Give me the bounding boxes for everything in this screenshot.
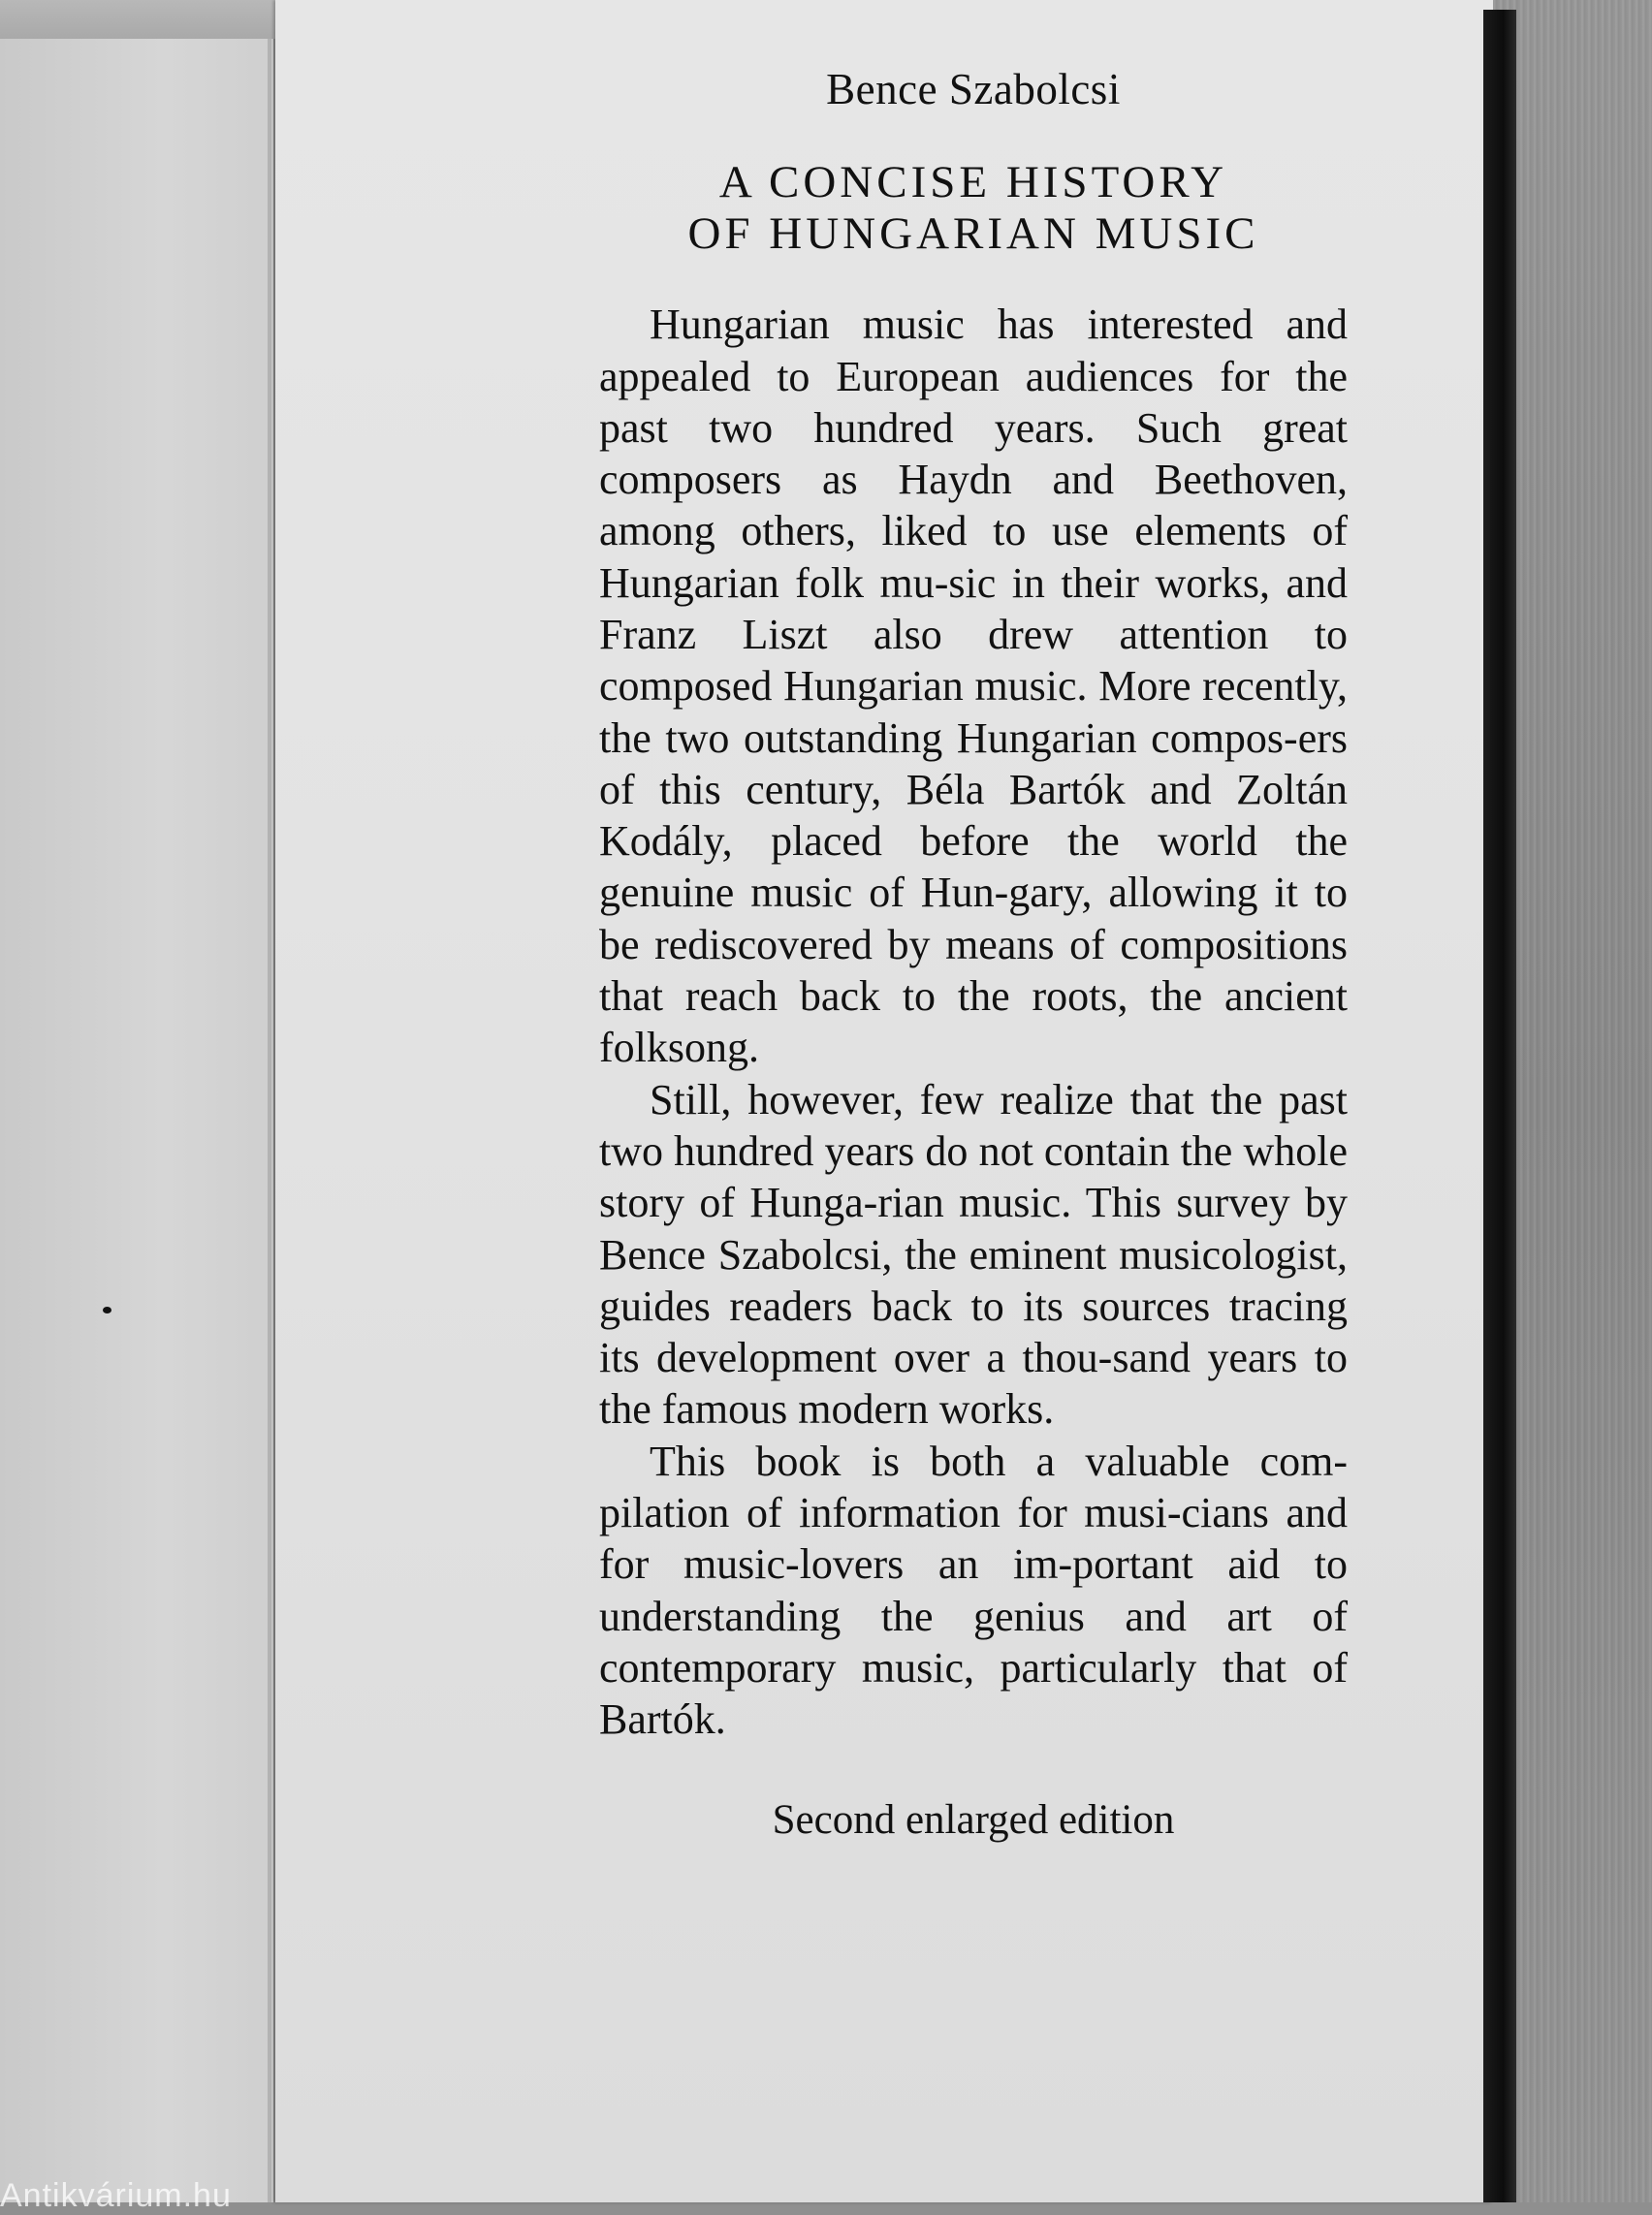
blurb-paragraph-2: Still, however, few realize that the past two hundred years do not contain the whole story of Hunga-rian music. This survey by Bence Szabolcsi, the eminent musicologist, guides readers back to its sources tracing its development over a thou-sand years to the famous modern works. <box>599 1075 1348 1434</box>
blurb-paragraph-3: This book is both a valuable com-pilation of information for musi-cians and for music-lovers an im-portant aid to understanding the genius and art of contemporary music, particularly that of Bartók. <box>599 1437 1348 1744</box>
edition-note: Second enlarged edition <box>772 1796 1175 1843</box>
left-page-edge <box>268 39 271 2202</box>
author-name: Bence Szabolcsi <box>826 65 1121 113</box>
jacket-spine-edge <box>1483 10 1516 2202</box>
blurb-paragraph-1: Hungarian music has interested and appealed to European audiences for the past two hundred years. Such great composers as Haydn and Beethoven, among others, liked to use elements of Hungarian folk mu-sic in their works, and Franz Liszt also drew attention to composed Hungarian music. More recently, the two outstanding Hungarian compos-ers of this century, Béla Bartók and Zoltán Kodály, placed before the world the genuine music of Hun-gary, allowing it to be rediscovered by means of compositions that reach back to the roots, the ancient folksong. <box>599 301 1348 1072</box>
watermark-text: Antikvárium.hu <box>0 2177 232 2214</box>
left-page-top-edge <box>0 0 301 39</box>
background-surface <box>1493 0 1652 2202</box>
book-title <box>599 157 1348 260</box>
flap-text-column <box>599 64 1348 1844</box>
page-mark-dot <box>103 1307 111 1313</box>
book-title-line-2: OF HUNGARIAN MUSIC <box>687 208 1259 260</box>
book-title-line-1: A CONCISE HISTORY <box>718 157 1228 207</box>
left-book-page <box>0 39 273 2202</box>
